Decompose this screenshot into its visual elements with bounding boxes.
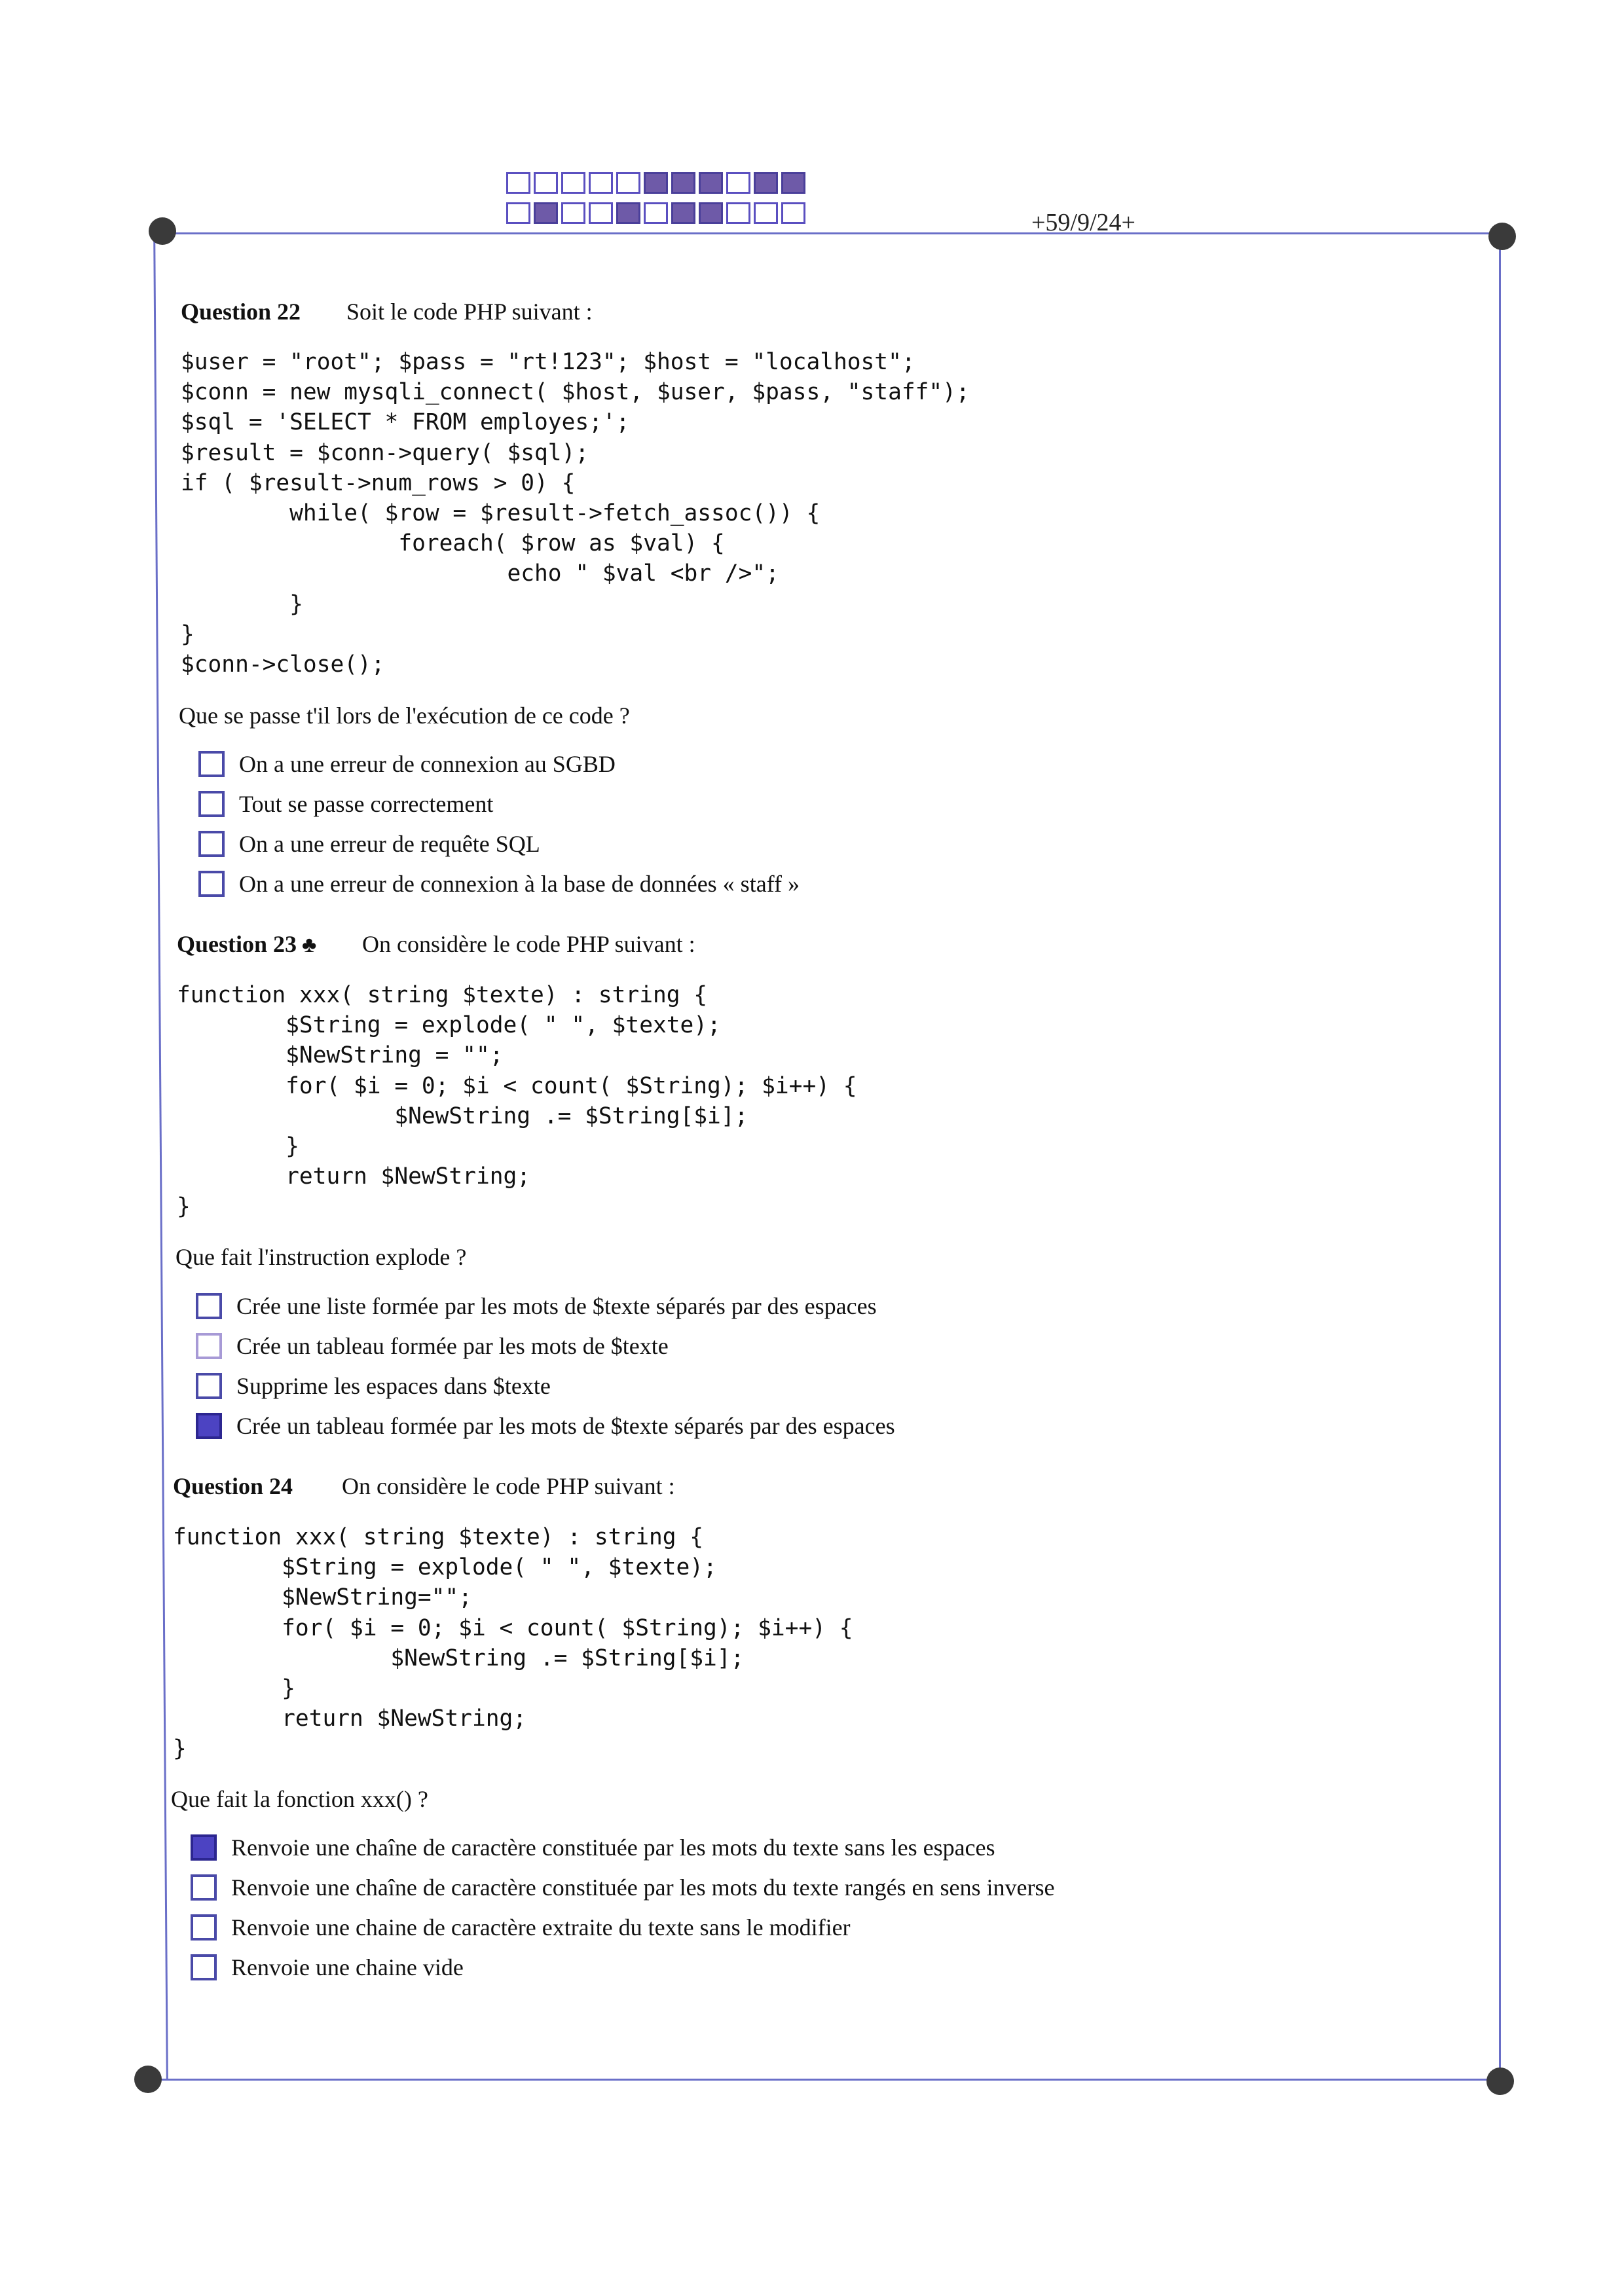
- code-block: function xxx( string $texte) : string { $String = explode( " ", $texte); $NewString = ""; for( $i = 0; $i < count( $String); $i++) { $NewString .= $String[$i]; } return $NewString; }: [177, 982, 857, 1220]
- id-box-filled: [699, 172, 723, 194]
- answer-label: On a une erreur de connexion au SGBD: [239, 751, 616, 777]
- code-block: $user = "root"; $pass = "rt!123"; $host = "localhost"; $conn = new mysqli_connect( $host, $user, $pass, "staff"); $sql = 'SELECT * FROM employes;'; $result = $conn->query( $sql); if ( $result->num_rows > 0) { while( $row = $result->fetch_assoc()) { foreach( $row as $val) { echo " $val <br />"; } } $conn->close();: [181, 349, 970, 678]
- frame-left-line: [153, 232, 168, 2080]
- answer-label: Renvoie une chaîne de caractère constituée par les mots du texte rangés en sens inverse: [231, 1874, 1055, 1901]
- id-box-empty: [644, 202, 668, 224]
- answer-option[interactable]: [196, 1412, 895, 1440]
- answer-option[interactable]: [198, 830, 540, 858]
- answer-label: Tout se passe correctement: [239, 791, 494, 817]
- answer-label: Renvoie une chaîne de caractère constituée par les mots du texte sans les espaces: [231, 1834, 995, 1861]
- id-box-filled: [616, 202, 640, 224]
- answer-option[interactable]: [198, 790, 493, 818]
- id-box-empty: [616, 172, 640, 194]
- page-code: +59/9/24+: [1031, 209, 1135, 236]
- id-box-empty: [561, 172, 585, 194]
- answer-label: Renvoie une chaine de caractère extraite du texte sans le modifier: [231, 1914, 851, 1941]
- answer-option[interactable]: [196, 1332, 669, 1360]
- question-number: Question 23: [177, 931, 297, 957]
- frame-right-line: [1499, 236, 1501, 2079]
- answer-label: Crée un tableau formée par les mots de $texte: [236, 1333, 669, 1359]
- answer-checkbox[interactable]: [196, 1333, 222, 1359]
- question-number: Question 22: [181, 299, 301, 325]
- answer-checkbox[interactable]: [191, 1914, 217, 1941]
- answer-label: On a une erreur de connexion à la base de données « staff »: [239, 871, 800, 897]
- answer-checkbox-checked[interactable]: [196, 1413, 222, 1439]
- answer-checkbox[interactable]: [198, 751, 225, 777]
- id-box-empty: [726, 172, 750, 194]
- id-box-empty: [589, 172, 613, 194]
- id-box-row-1: [506, 172, 809, 194]
- id-box-empty: [589, 202, 613, 224]
- question-22-heading: [181, 298, 593, 325]
- question-intro: On considère le code PHP suivant :: [362, 931, 695, 957]
- answer-checkbox[interactable]: [196, 1293, 222, 1319]
- answer-label: Crée un tableau formée par les mots de $texte séparés par des espaces: [236, 1413, 895, 1439]
- answer-label: Supprime les espaces dans $texte: [236, 1373, 551, 1399]
- question-intro: On considère le code PHP suivant :: [342, 1473, 675, 1499]
- frame-bottom-line: [147, 2079, 1500, 2081]
- answer-checkbox[interactable]: [198, 871, 225, 897]
- answer-option[interactable]: [191, 1874, 1055, 1901]
- answer-option[interactable]: [191, 1834, 995, 1861]
- answer-checkbox-checked[interactable]: [191, 1834, 217, 1861]
- answer-option[interactable]: [198, 870, 800, 898]
- question-number: Question 24: [173, 1473, 293, 1499]
- question-prompt: Que fait l'instruction explode ?: [175, 1244, 467, 1270]
- id-box-filled: [671, 202, 695, 224]
- answer-option[interactable]: [198, 750, 616, 778]
- id-box-filled: [534, 202, 558, 224]
- answer-option[interactable]: [196, 1292, 877, 1320]
- answer-checkbox[interactable]: [191, 1874, 217, 1901]
- id-box-empty: [506, 172, 530, 194]
- corner-mark-bottom-right: [1486, 2068, 1514, 2095]
- corner-mark-bottom-left: [134, 2066, 162, 2093]
- id-box-empty: [534, 172, 558, 194]
- answer-label: On a une erreur de requête SQL: [239, 831, 540, 857]
- id-box-empty: [754, 202, 778, 224]
- id-box-empty: [726, 202, 750, 224]
- question-prompt: Que fait la fonction xxx() ?: [171, 1786, 428, 1812]
- question-23-heading: [177, 930, 695, 958]
- answer-option[interactable]: [196, 1372, 551, 1400]
- answer-checkbox[interactable]: [198, 831, 225, 857]
- id-box-filled: [781, 172, 805, 194]
- answer-label: Crée une liste formée par les mots de $texte séparés par des espaces: [236, 1293, 877, 1319]
- id-box-filled: [699, 202, 723, 224]
- corner-mark-top-right: [1488, 223, 1516, 250]
- id-box-row-2: [506, 202, 809, 224]
- answer-option[interactable]: [191, 1954, 464, 1981]
- code-block: function xxx( string $texte) : string { $String = explode( " ", $texte); $NewString=""; for( $i = 0; $i < count( $String); $i++) { $NewString .= $String[$i]; } return $NewString; }: [173, 1524, 853, 1762]
- id-box-empty: [781, 202, 805, 224]
- frame-top-line: [160, 232, 1506, 234]
- id-box-empty: [506, 202, 530, 224]
- id-box-filled: [671, 172, 695, 194]
- answer-option[interactable]: [191, 1914, 851, 1941]
- question-24-heading: [173, 1472, 675, 1500]
- answer-checkbox[interactable]: [198, 791, 225, 817]
- answer-checkbox[interactable]: [196, 1373, 222, 1399]
- question-intro: Soit le code PHP suivant :: [346, 299, 593, 325]
- corner-mark-top-left: [149, 217, 176, 245]
- id-box-empty: [561, 202, 585, 224]
- answer-label: Renvoie une chaine vide: [231, 1954, 464, 1980]
- club-icon: ♣: [302, 933, 317, 957]
- answer-checkbox[interactable]: [191, 1954, 217, 1980]
- id-box-filled: [644, 172, 668, 194]
- id-box-filled: [754, 172, 778, 194]
- question-prompt: Que se passe t'il lors de l'exécution de ce code ?: [179, 702, 630, 729]
